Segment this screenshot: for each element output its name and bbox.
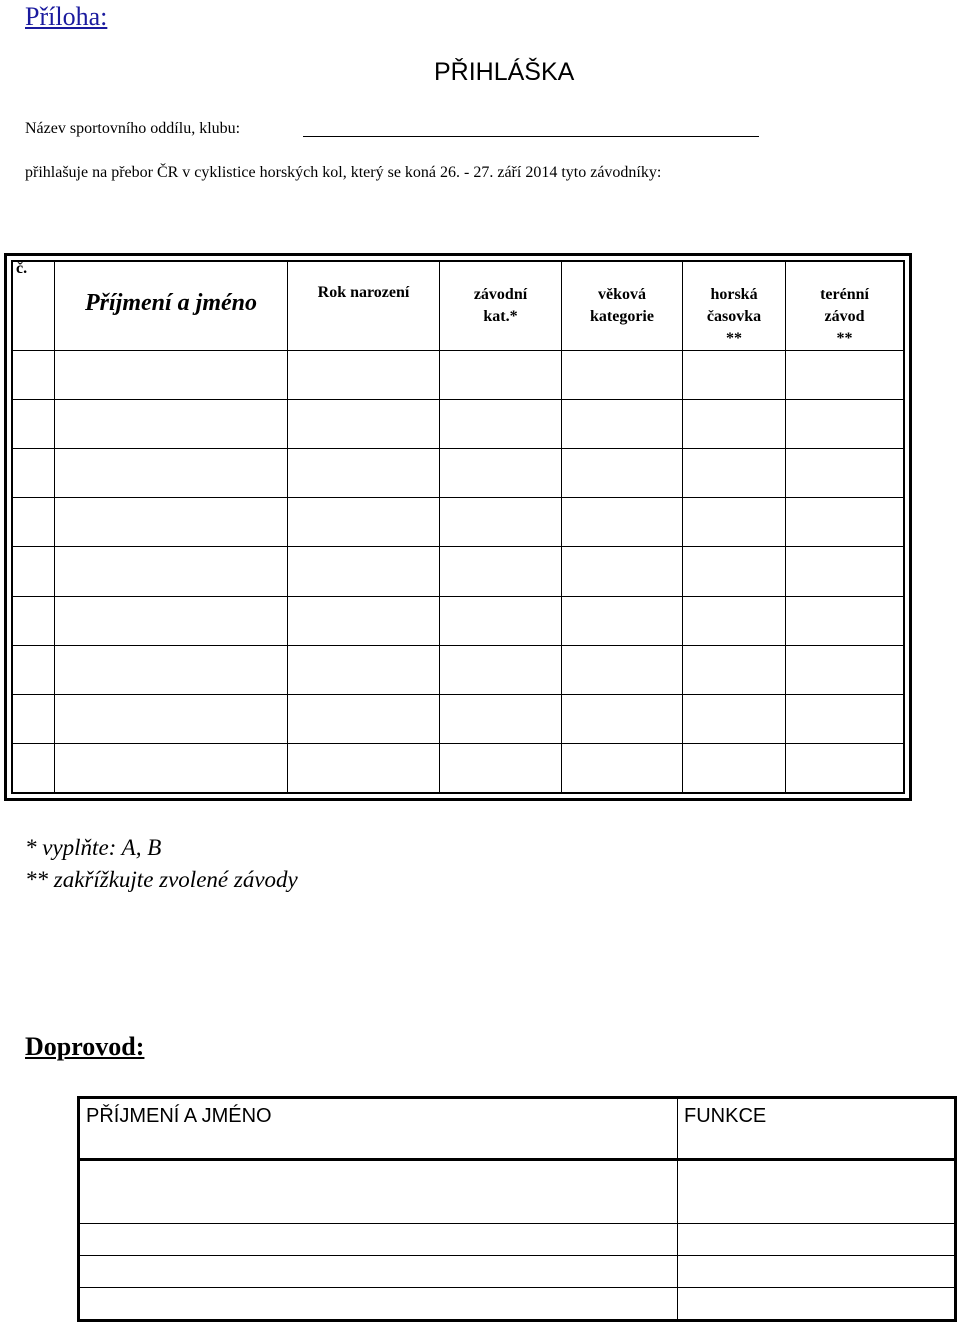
- table-row[interactable]: [80, 1256, 955, 1288]
- table-row[interactable]: [13, 400, 904, 449]
- registration-table: [4, 253, 912, 801]
- table-row[interactable]: [13, 645, 904, 694]
- footnote-races: ** zakřížkujte zvolené závody: [25, 867, 298, 892]
- table-row[interactable]: [13, 351, 904, 400]
- escort-col-role: FUNKCE: [678, 1099, 955, 1160]
- club-label: Název sportovního oddílu, klubu:: [25, 120, 241, 137]
- table-row[interactable]: [13, 743, 904, 792]
- col-header-year: Rok narození: [288, 262, 440, 351]
- footnotes: [25, 832, 298, 896]
- table-row[interactable]: [13, 596, 904, 645]
- table-row[interactable]: [13, 449, 904, 498]
- col-header-hill-time-trial: horská časovka **: [683, 262, 786, 351]
- table-row[interactable]: [13, 694, 904, 743]
- col-header-terrain-race: terénní závod **: [786, 262, 904, 351]
- table-row[interactable]: [80, 1160, 955, 1224]
- col-header-age-category: věková kategorie: [562, 262, 683, 351]
- table-row[interactable]: [80, 1288, 955, 1320]
- col-header-category: závodní kat.*: [440, 262, 562, 351]
- form-title: PŘIHLÁŠKA: [434, 58, 575, 86]
- escort-header-row: [80, 1099, 955, 1160]
- col-header-no: č.: [13, 262, 55, 351]
- escort-col-name: PŘÍJMENÍ A JMÉNO: [80, 1099, 678, 1160]
- table-row[interactable]: [80, 1224, 955, 1256]
- club-name-field[interactable]: [303, 136, 759, 137]
- table-header-row: [13, 262, 904, 351]
- escort-heading: Doprovod:: [25, 1032, 145, 1061]
- footnote-category: * vyplňte: A, B: [25, 835, 162, 860]
- intro-text: přihlašuje na přebor ČR v cyklistice horských kol, který se koná 26. - 27. září 2014 tyto závodníky:: [25, 164, 662, 181]
- appendix-heading: Příloha:: [25, 2, 108, 31]
- col-header-name: Příjmení a jméno: [55, 262, 288, 351]
- table-row[interactable]: [13, 547, 904, 596]
- table-row[interactable]: [13, 498, 904, 547]
- escort-table: [77, 1096, 957, 1322]
